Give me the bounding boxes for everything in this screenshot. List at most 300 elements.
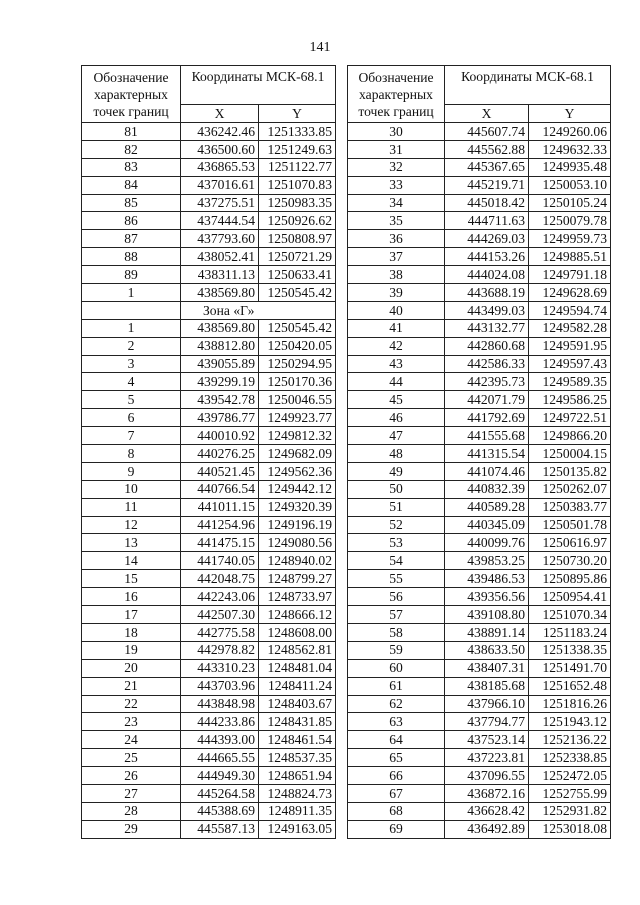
point-id: 65 bbox=[348, 749, 445, 767]
y-coordinate: 1251070.83 bbox=[259, 176, 336, 194]
table-row bbox=[348, 480, 611, 498]
x-coordinate: 439486.53 bbox=[445, 570, 529, 588]
point-id: 17 bbox=[82, 606, 181, 624]
x-coordinate: 440010.92 bbox=[181, 427, 259, 445]
x-coordinate: 441555.68 bbox=[445, 427, 529, 445]
table-row bbox=[82, 623, 336, 641]
y-coordinate: 1249562.36 bbox=[259, 462, 336, 480]
x-coordinate: 437793.60 bbox=[181, 230, 259, 248]
point-id: 7 bbox=[82, 427, 181, 445]
table-row bbox=[348, 713, 611, 731]
y-coordinate: 1248651.94 bbox=[259, 767, 336, 785]
x-coordinate: 439108.80 bbox=[445, 606, 529, 624]
x-coordinate: 445607.74 bbox=[445, 123, 529, 141]
point-id: 49 bbox=[348, 462, 445, 480]
y-coordinate: 1248799.27 bbox=[259, 570, 336, 588]
table-row bbox=[82, 498, 336, 516]
y-coordinate: 1249320.39 bbox=[259, 498, 336, 516]
x-coordinate: 436872.16 bbox=[445, 784, 529, 802]
header-coordinates: Координаты МСК-68.1 bbox=[445, 66, 611, 105]
point-id: 48 bbox=[348, 445, 445, 463]
y-coordinate: 1249812.32 bbox=[259, 427, 336, 445]
y-coordinate: 1251943.12 bbox=[529, 713, 611, 731]
y-coordinate: 1248666.12 bbox=[259, 606, 336, 624]
point-id: 41 bbox=[348, 319, 445, 337]
point-id: 50 bbox=[348, 480, 445, 498]
point-id: 1 bbox=[82, 284, 181, 302]
y-coordinate: 1249591.95 bbox=[529, 337, 611, 355]
table-row bbox=[348, 731, 611, 749]
x-coordinate: 445367.65 bbox=[445, 158, 529, 176]
y-coordinate: 1249163.05 bbox=[259, 820, 336, 838]
point-id: 86 bbox=[82, 212, 181, 230]
point-id: 10 bbox=[82, 480, 181, 498]
point-id: 69 bbox=[348, 820, 445, 838]
y-coordinate: 1250079.78 bbox=[529, 212, 611, 230]
table-row bbox=[82, 641, 336, 659]
y-coordinate: 1248431.85 bbox=[259, 713, 336, 731]
point-id: 18 bbox=[82, 623, 181, 641]
table-row bbox=[348, 230, 611, 248]
point-id: 36 bbox=[348, 230, 445, 248]
table-row bbox=[348, 373, 611, 391]
x-coordinate: 445587.13 bbox=[181, 820, 259, 838]
y-coordinate: 1250294.95 bbox=[259, 355, 336, 373]
x-coordinate: 440521.45 bbox=[181, 462, 259, 480]
y-coordinate: 1250954.41 bbox=[529, 588, 611, 606]
point-id: 32 bbox=[348, 158, 445, 176]
y-coordinate: 1249442.12 bbox=[259, 480, 336, 498]
y-coordinate: 1251652.48 bbox=[529, 677, 611, 695]
point-id: 60 bbox=[348, 659, 445, 677]
y-coordinate: 1251183.24 bbox=[529, 623, 611, 641]
point-id: 37 bbox=[348, 248, 445, 266]
table-row bbox=[82, 713, 336, 731]
y-coordinate: 1249196.19 bbox=[259, 516, 336, 534]
point-id: 8 bbox=[82, 445, 181, 463]
y-coordinate: 1252931.82 bbox=[529, 802, 611, 820]
point-id: 12 bbox=[82, 516, 181, 534]
table-row bbox=[82, 570, 336, 588]
y-coordinate: 1248537.35 bbox=[259, 749, 336, 767]
point-id: 25 bbox=[82, 749, 181, 767]
table-row bbox=[82, 749, 336, 767]
table-row bbox=[82, 552, 336, 570]
y-coordinate: 1249586.25 bbox=[529, 391, 611, 409]
point-id: 28 bbox=[82, 802, 181, 820]
table-row bbox=[348, 767, 611, 785]
y-coordinate: 1250808.97 bbox=[259, 230, 336, 248]
table-row bbox=[348, 677, 611, 695]
point-id: 53 bbox=[348, 534, 445, 552]
table-row bbox=[82, 767, 336, 785]
x-coordinate: 444024.08 bbox=[445, 266, 529, 284]
table-row bbox=[348, 784, 611, 802]
x-coordinate: 442586.33 bbox=[445, 355, 529, 373]
x-coordinate: 443848.98 bbox=[181, 695, 259, 713]
table-row bbox=[82, 677, 336, 695]
point-id: 26 bbox=[82, 767, 181, 785]
y-coordinate: 1249080.56 bbox=[259, 534, 336, 552]
x-coordinate: 438569.80 bbox=[181, 284, 259, 302]
y-coordinate: 1249260.06 bbox=[529, 123, 611, 141]
x-coordinate: 436242.46 bbox=[181, 123, 259, 141]
y-coordinate: 1248940.02 bbox=[259, 552, 336, 570]
x-coordinate: 437016.61 bbox=[181, 176, 259, 194]
y-coordinate: 1251333.85 bbox=[259, 123, 336, 141]
x-coordinate: 441315.54 bbox=[445, 445, 529, 463]
point-id: 64 bbox=[348, 731, 445, 749]
x-coordinate: 443703.96 bbox=[181, 677, 259, 695]
table-row bbox=[348, 409, 611, 427]
x-coordinate: 438633.50 bbox=[445, 641, 529, 659]
table-row bbox=[82, 731, 336, 749]
y-coordinate: 1251249.63 bbox=[259, 140, 336, 158]
table-row bbox=[348, 588, 611, 606]
table-row bbox=[348, 552, 611, 570]
y-coordinate: 1250545.42 bbox=[259, 284, 336, 302]
table-row bbox=[82, 462, 336, 480]
table-row bbox=[348, 695, 611, 713]
y-coordinate: 1252136.22 bbox=[529, 731, 611, 749]
x-coordinate: 445018.42 bbox=[445, 194, 529, 212]
header-y: Y bbox=[259, 105, 336, 123]
x-coordinate: 438569.80 bbox=[181, 319, 259, 337]
table-row bbox=[348, 319, 611, 337]
y-coordinate: 1250983.35 bbox=[259, 194, 336, 212]
x-coordinate: 439853.25 bbox=[445, 552, 529, 570]
point-id: 30 bbox=[348, 123, 445, 141]
y-coordinate: 1249632.33 bbox=[529, 140, 611, 158]
right-table-body bbox=[348, 123, 611, 839]
y-coordinate: 1248824.73 bbox=[259, 784, 336, 802]
x-coordinate: 439299.19 bbox=[181, 373, 259, 391]
y-coordinate: 1251816.26 bbox=[529, 695, 611, 713]
table-row bbox=[348, 140, 611, 158]
point-id: 68 bbox=[348, 802, 445, 820]
y-coordinate: 1249682.09 bbox=[259, 445, 336, 463]
table-row bbox=[82, 391, 336, 409]
x-coordinate: 439356.56 bbox=[445, 588, 529, 606]
table-row bbox=[82, 355, 336, 373]
table-row bbox=[82, 516, 336, 534]
x-coordinate: 440276.25 bbox=[181, 445, 259, 463]
y-coordinate: 1249923.77 bbox=[259, 409, 336, 427]
y-coordinate: 1250105.24 bbox=[529, 194, 611, 212]
coordinates-table-left bbox=[81, 65, 336, 839]
x-coordinate: 443688.19 bbox=[445, 284, 529, 302]
table-row bbox=[82, 784, 336, 802]
table-row bbox=[348, 391, 611, 409]
table-row bbox=[348, 212, 611, 230]
x-coordinate: 443499.03 bbox=[445, 301, 529, 319]
point-id: 66 bbox=[348, 767, 445, 785]
x-coordinate: 438812.80 bbox=[181, 337, 259, 355]
y-coordinate: 1249582.28 bbox=[529, 319, 611, 337]
y-coordinate: 1250616.97 bbox=[529, 534, 611, 552]
point-id: 35 bbox=[348, 212, 445, 230]
y-coordinate: 1249791.18 bbox=[529, 266, 611, 284]
x-coordinate: 444233.86 bbox=[181, 713, 259, 731]
point-id: 63 bbox=[348, 713, 445, 731]
x-coordinate: 444949.30 bbox=[181, 767, 259, 785]
x-coordinate: 439055.89 bbox=[181, 355, 259, 373]
table-row bbox=[82, 337, 336, 355]
y-coordinate: 1249628.69 bbox=[529, 284, 611, 302]
y-coordinate: 1250046.55 bbox=[259, 391, 336, 409]
point-id: 52 bbox=[348, 516, 445, 534]
y-coordinate: 1248461.54 bbox=[259, 731, 336, 749]
table-row bbox=[82, 427, 336, 445]
x-coordinate: 442860.68 bbox=[445, 337, 529, 355]
table-row bbox=[348, 516, 611, 534]
x-coordinate: 441740.05 bbox=[181, 552, 259, 570]
x-coordinate: 441254.96 bbox=[181, 516, 259, 534]
table-row bbox=[348, 266, 611, 284]
table-row bbox=[82, 319, 336, 337]
table-row bbox=[348, 570, 611, 588]
point-id: 83 bbox=[82, 158, 181, 176]
y-coordinate: 1250926.62 bbox=[259, 212, 336, 230]
table-row bbox=[348, 623, 611, 641]
y-coordinate: 1249935.48 bbox=[529, 158, 611, 176]
x-coordinate: 443132.77 bbox=[445, 319, 529, 337]
point-id: 34 bbox=[348, 194, 445, 212]
y-coordinate: 1252338.85 bbox=[529, 749, 611, 767]
y-coordinate: 1249959.73 bbox=[529, 230, 611, 248]
y-coordinate: 1248411.24 bbox=[259, 677, 336, 695]
table-row bbox=[348, 427, 611, 445]
table-row bbox=[82, 445, 336, 463]
zone-row bbox=[82, 301, 336, 319]
y-coordinate: 1250004.15 bbox=[529, 445, 611, 463]
y-coordinate: 1250383.77 bbox=[529, 498, 611, 516]
table-row bbox=[82, 534, 336, 552]
table-row bbox=[82, 820, 336, 838]
x-coordinate: 445562.88 bbox=[445, 140, 529, 158]
table-row bbox=[82, 248, 336, 266]
x-coordinate: 440099.76 bbox=[445, 534, 529, 552]
point-id: 47 bbox=[348, 427, 445, 445]
header-coordinates: Координаты МСК-68.1 bbox=[181, 66, 336, 105]
table-row bbox=[82, 230, 336, 248]
point-id: 38 bbox=[348, 266, 445, 284]
table-row bbox=[348, 749, 611, 767]
x-coordinate: 445264.58 bbox=[181, 784, 259, 802]
point-id: 55 bbox=[348, 570, 445, 588]
x-coordinate: 436865.53 bbox=[181, 158, 259, 176]
y-coordinate: 1248608.00 bbox=[259, 623, 336, 641]
x-coordinate: 444393.00 bbox=[181, 731, 259, 749]
page-number: 141 bbox=[309, 40, 331, 55]
point-id: 46 bbox=[348, 409, 445, 427]
y-coordinate: 1251491.70 bbox=[529, 659, 611, 677]
y-coordinate: 1248733.97 bbox=[259, 588, 336, 606]
table-row bbox=[82, 140, 336, 158]
point-id: 67 bbox=[348, 784, 445, 802]
y-coordinate: 1250420.05 bbox=[259, 337, 336, 355]
table-row bbox=[348, 158, 611, 176]
point-id: 1 bbox=[82, 319, 181, 337]
table-row bbox=[82, 212, 336, 230]
x-coordinate: 441792.69 bbox=[445, 409, 529, 427]
point-id: 57 bbox=[348, 606, 445, 624]
point-id: 14 bbox=[82, 552, 181, 570]
point-id: 87 bbox=[82, 230, 181, 248]
zone-empty-cell bbox=[82, 301, 181, 319]
table-row bbox=[82, 802, 336, 820]
table-row bbox=[348, 498, 611, 516]
x-coordinate: 437096.55 bbox=[445, 767, 529, 785]
table-row bbox=[348, 445, 611, 463]
x-coordinate: 437275.51 bbox=[181, 194, 259, 212]
table-row bbox=[82, 284, 336, 302]
x-coordinate: 437223.81 bbox=[445, 749, 529, 767]
point-id: 2 bbox=[82, 337, 181, 355]
x-coordinate: 436628.42 bbox=[445, 802, 529, 820]
point-id: 58 bbox=[348, 623, 445, 641]
table-row bbox=[348, 337, 611, 355]
point-id: 84 bbox=[82, 176, 181, 194]
table-row bbox=[348, 301, 611, 319]
point-id: 31 bbox=[348, 140, 445, 158]
point-id: 27 bbox=[82, 784, 181, 802]
point-id: 6 bbox=[82, 409, 181, 427]
y-coordinate: 1252472.05 bbox=[529, 767, 611, 785]
x-coordinate: 443310.23 bbox=[181, 659, 259, 677]
table-row bbox=[348, 194, 611, 212]
table-row bbox=[82, 373, 336, 391]
y-coordinate: 1253018.08 bbox=[529, 820, 611, 838]
x-coordinate: 438891.14 bbox=[445, 623, 529, 641]
table-row bbox=[348, 355, 611, 373]
point-id: 89 bbox=[82, 266, 181, 284]
y-coordinate: 1250262.07 bbox=[529, 480, 611, 498]
y-coordinate: 1250895.86 bbox=[529, 570, 611, 588]
table-row bbox=[82, 123, 336, 141]
point-id: 21 bbox=[82, 677, 181, 695]
table-row bbox=[82, 176, 336, 194]
y-coordinate: 1250545.42 bbox=[259, 319, 336, 337]
x-coordinate: 437794.77 bbox=[445, 713, 529, 731]
table-row bbox=[348, 659, 611, 677]
y-coordinate: 1251122.77 bbox=[259, 158, 336, 176]
point-id: 43 bbox=[348, 355, 445, 373]
point-id: 45 bbox=[348, 391, 445, 409]
x-coordinate: 440766.54 bbox=[181, 480, 259, 498]
point-id: 24 bbox=[82, 731, 181, 749]
point-id: 88 bbox=[82, 248, 181, 266]
x-coordinate: 439786.77 bbox=[181, 409, 259, 427]
table-row bbox=[348, 284, 611, 302]
zone-label: Зона «Г» bbox=[181, 301, 336, 319]
point-id: 62 bbox=[348, 695, 445, 713]
point-id: 9 bbox=[82, 462, 181, 480]
point-id: 82 bbox=[82, 140, 181, 158]
y-coordinate: 1250053.10 bbox=[529, 176, 611, 194]
point-id: 23 bbox=[82, 713, 181, 731]
x-coordinate: 437444.54 bbox=[181, 212, 259, 230]
point-id: 29 bbox=[82, 820, 181, 838]
table-row bbox=[82, 266, 336, 284]
table-row bbox=[348, 248, 611, 266]
table-row bbox=[348, 123, 611, 141]
y-coordinate: 1248562.81 bbox=[259, 641, 336, 659]
y-coordinate: 1249885.51 bbox=[529, 248, 611, 266]
table-row bbox=[82, 480, 336, 498]
x-coordinate: 441074.46 bbox=[445, 462, 529, 480]
x-coordinate: 437523.14 bbox=[445, 731, 529, 749]
y-coordinate: 1249589.35 bbox=[529, 373, 611, 391]
point-id: 4 bbox=[82, 373, 181, 391]
point-id: 40 bbox=[348, 301, 445, 319]
table-row bbox=[348, 176, 611, 194]
y-coordinate: 1249722.51 bbox=[529, 409, 611, 427]
header-y: Y bbox=[529, 105, 611, 123]
x-coordinate: 438052.41 bbox=[181, 248, 259, 266]
x-coordinate: 440345.09 bbox=[445, 516, 529, 534]
y-coordinate: 1249594.74 bbox=[529, 301, 611, 319]
y-coordinate: 1251338.35 bbox=[529, 641, 611, 659]
point-id: 56 bbox=[348, 588, 445, 606]
coordinates-table-right bbox=[347, 65, 611, 839]
x-coordinate: 441011.15 bbox=[181, 498, 259, 516]
x-coordinate: 442243.06 bbox=[181, 588, 259, 606]
point-id: 33 bbox=[348, 176, 445, 194]
header-point-designation: Обозначение характерных точек границ bbox=[82, 66, 181, 123]
point-id: 61 bbox=[348, 677, 445, 695]
table-row bbox=[82, 194, 336, 212]
x-coordinate: 438407.31 bbox=[445, 659, 529, 677]
y-coordinate: 1248481.04 bbox=[259, 659, 336, 677]
table-row bbox=[348, 462, 611, 480]
table-row bbox=[82, 695, 336, 713]
table-row bbox=[82, 588, 336, 606]
x-coordinate: 442978.82 bbox=[181, 641, 259, 659]
point-id: 54 bbox=[348, 552, 445, 570]
table-row bbox=[82, 409, 336, 427]
x-coordinate: 440832.39 bbox=[445, 480, 529, 498]
table-row bbox=[348, 606, 611, 624]
point-id: 13 bbox=[82, 534, 181, 552]
x-coordinate: 437966.10 bbox=[445, 695, 529, 713]
point-id: 59 bbox=[348, 641, 445, 659]
x-coordinate: 438311.13 bbox=[181, 266, 259, 284]
x-coordinate: 441475.15 bbox=[181, 534, 259, 552]
table-row bbox=[82, 659, 336, 677]
point-id: 16 bbox=[82, 588, 181, 606]
x-coordinate: 445388.69 bbox=[181, 802, 259, 820]
point-id: 81 bbox=[82, 123, 181, 141]
point-id: 20 bbox=[82, 659, 181, 677]
table-row bbox=[82, 158, 336, 176]
x-coordinate: 442048.75 bbox=[181, 570, 259, 588]
header-point-designation: Обозначение характерных точек границ bbox=[348, 66, 445, 123]
x-coordinate: 445219.71 bbox=[445, 176, 529, 194]
x-coordinate: 439542.78 bbox=[181, 391, 259, 409]
point-id: 39 bbox=[348, 284, 445, 302]
point-id: 42 bbox=[348, 337, 445, 355]
point-id: 11 bbox=[82, 498, 181, 516]
y-coordinate: 1248403.67 bbox=[259, 695, 336, 713]
y-coordinate: 1250501.78 bbox=[529, 516, 611, 534]
point-id: 15 bbox=[82, 570, 181, 588]
x-coordinate: 444153.26 bbox=[445, 248, 529, 266]
table-row bbox=[348, 820, 611, 838]
x-coordinate: 436492.89 bbox=[445, 820, 529, 838]
x-coordinate: 442507.30 bbox=[181, 606, 259, 624]
header-x: X bbox=[181, 105, 259, 123]
